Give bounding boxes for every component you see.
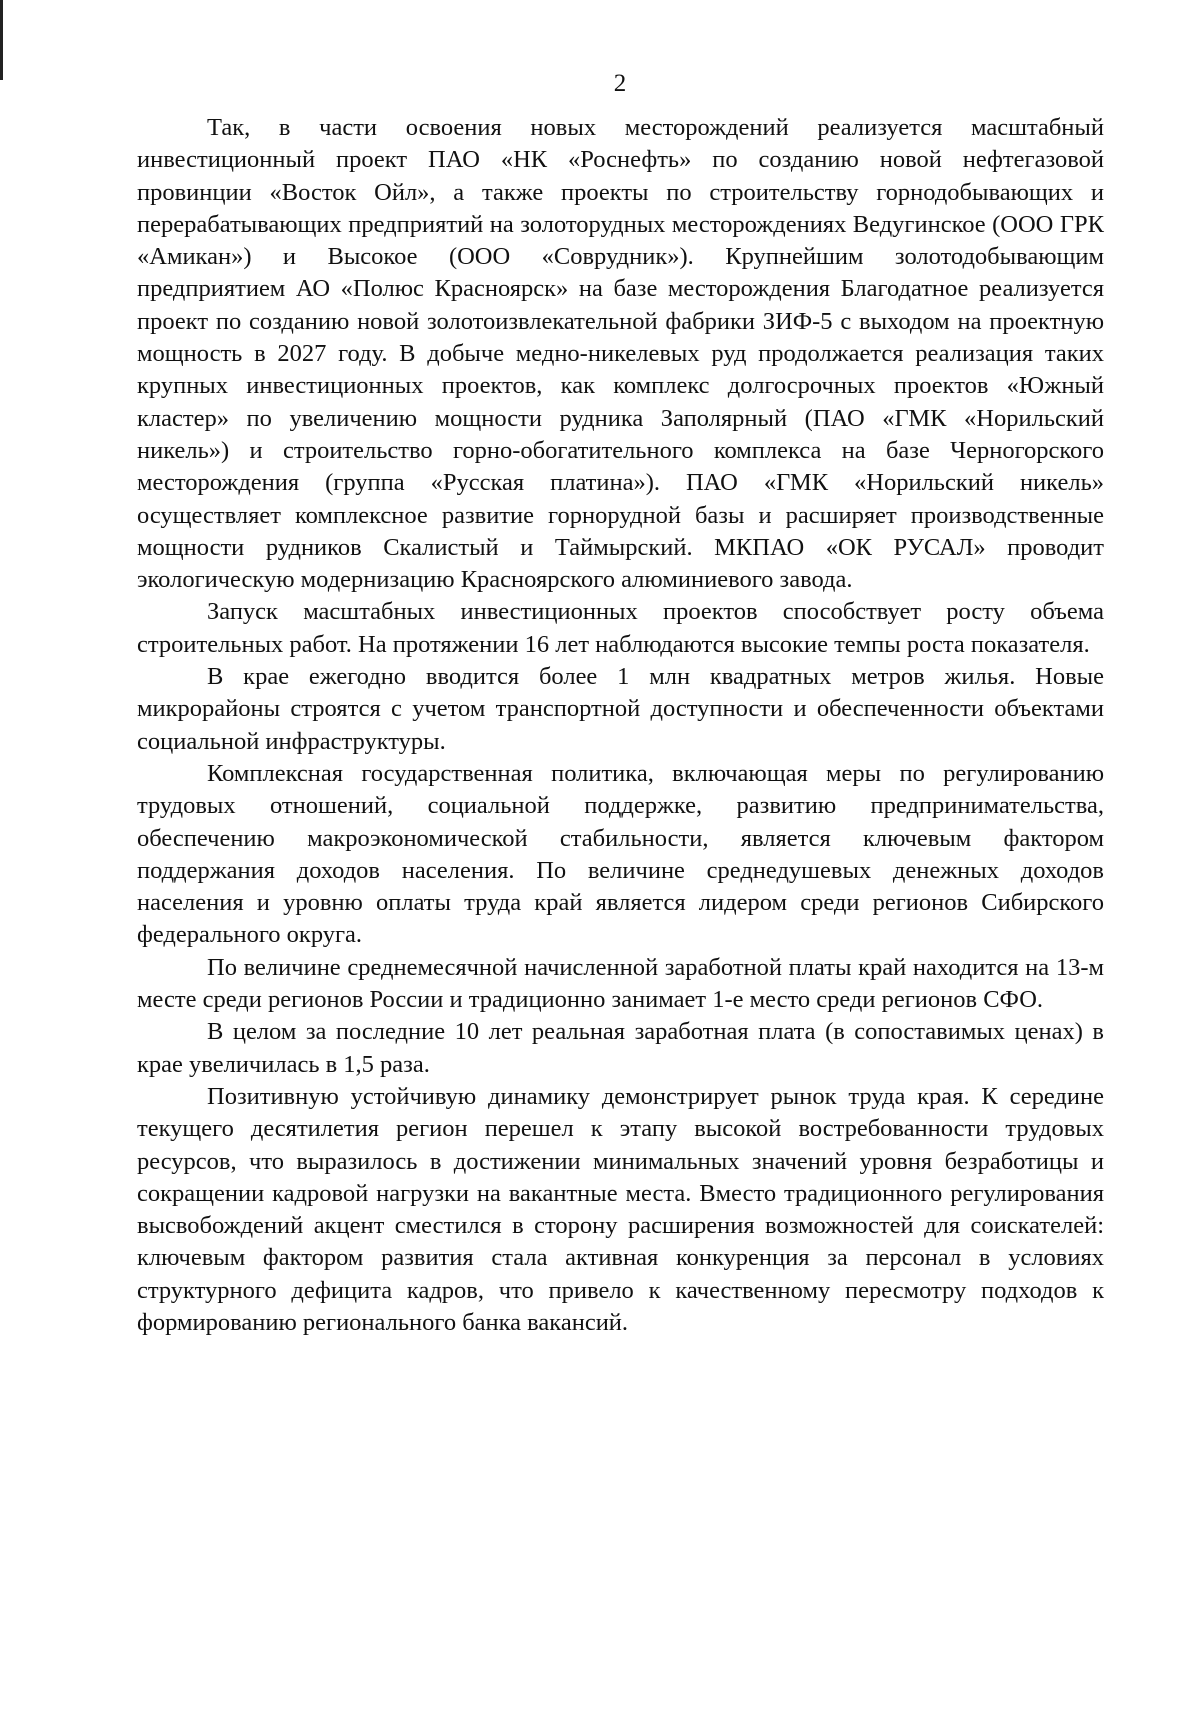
- paragraph: Так, в части освоения новых месторождений реализуется масштабный инвестиционный проект ПАО «НК «Роснефть» по созданию новой нефтегазовой провинции «Восток Ойл», а также проекты по строительству горнодобывающих и перерабатывающих предприятий на золоторудных месторождениях Ведугинское (ООО ГРК «Амикан») и Высокое (ООО «Соврудник»). Крупнейшим золотодобывающим предприятием АО «Полюс Красноярск» на базе месторождения Благодатное реализуется проект по созданию новой золотоизвлекательной фабрики ЗИФ-5 с выходом на проектную мощность в 2027 году. В добыче медно-никелевых руд продолжается реализация таких крупных инвестиционных проектов, как комплекс долгосрочных проектов «Южный кластер» по увеличению мощности рудника Заполярный (ПАО «ГМК «Норильский никель») и строительство горно-обогатительного комплекса на базе Черногорского месторождения (группа «Русская платина»). ПАО «ГМК «Норильский никель» осуществляет комплексное развитие горнорудной базы и расширяет производственные мощности рудников Скалистый и Таймырский. МКПАО «ОК РУСАЛ» проводит экологическую модернизацию Красноярского алюминиевого завода.: [137, 114, 1104, 594]
- scan-edge-mark: [0, 0, 3, 80]
- paragraph: В целом за последние 10 лет реальная заработная плата (в сопоставимых ценах) в крае увеличилась в 1,5 раза.: [137, 1018, 1104, 1078]
- paragraph: В крае ежегодно вводится более 1 млн квадратных метров жилья. Новые микрорайоны строятся с учетом транспортной доступности и обеспеченности объектами социальной инфраструктуры.: [137, 663, 1104, 755]
- paragraph: Позитивную устойчивую динамику демонстрирует рынок труда края. К середине текущего десятилетия регион перешел к этапу высокой востребованности трудовых ресурсов, что выразилось в достижении минимальных значений уровня безработицы и сокращении кадровой нагрузки на вакантные места. Вместо традиционного регулирования высвобождений акцент сместился в сторону расширения возможностей для соискателей: ключевым фактором развития стала активная конкуренция за персонал в условиях структурного дефицита кадров, что привело к качественному пересмотру подходов к формированию регионального банка вакансий.: [137, 1082, 1104, 1336]
- paragraph: Запуск масштабных инвестиционных проектов способствует росту объема строительных работ. На протяжении 16 лет наблюдаются высокие темпы роста показателя.: [137, 598, 1104, 658]
- paragraph: Комплексная государственная политика, включающая меры по регулированию трудовых отношений, социальной поддержке, развитию предпринимательства, обеспечению макроэкономической стабильности, является ключевым фактором поддержания доходов населения. По величине среднедушевых денежных доходов населения и уровню оплаты труда край является лидером среди регионов Сибирского федерального округа.: [137, 759, 1104, 949]
- page-number: 2: [613, 70, 627, 97]
- paragraph: По величине среднемесячной начисленной заработной платы край находится на 13-м месте среди регионов России и традиционно занимает 1-е место среди регионов СФО.: [137, 953, 1104, 1014]
- document-body: [137, 112, 1104, 1339]
